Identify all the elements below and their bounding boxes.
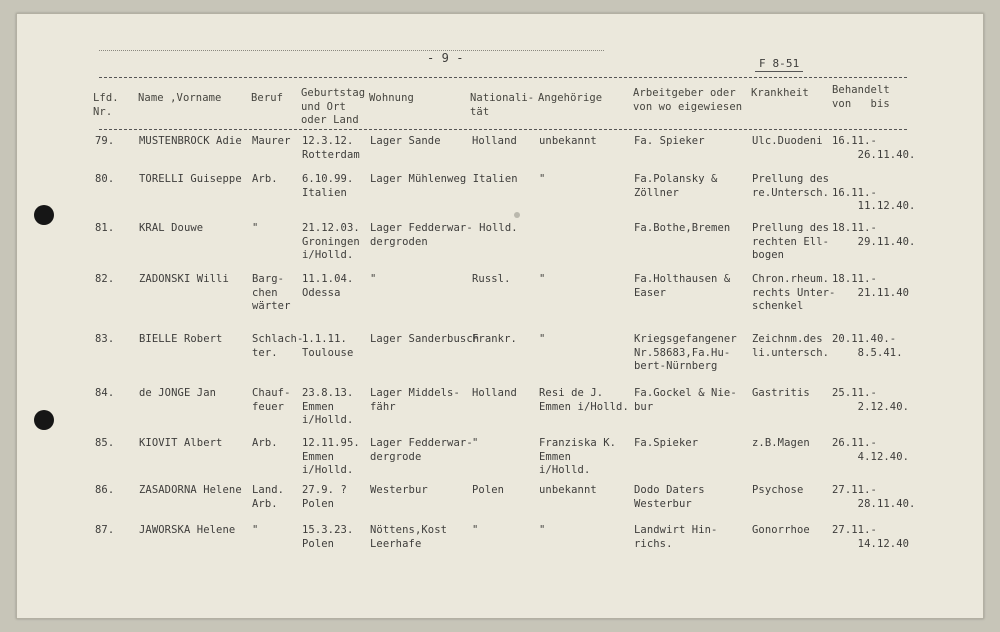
row-nationalitaet: Polen [472,484,505,496]
row-geburt: 21.12.03. Groningen i/Holld. [302,222,360,261]
row-krankheit: Gastritis [752,387,810,399]
row-name: de JONGE Jan [139,387,217,399]
row-nationalitaet: Russl. [472,273,511,285]
row-arbeitgeber: Fa.Polansky & Zöllner [634,173,718,199]
header-bottom-rule [99,129,907,130]
row-beruf: Arb. [252,437,278,449]
row-krankheit: Gonorrhoe [752,524,810,536]
row-beruf: " [252,222,259,234]
header-angehoerige: Angehörige [538,92,603,104]
header-wohnung: Wohnung [369,92,414,104]
row-arbeitgeber: Kriegsgefangener Nr.58683,Fa.Hu- bert-Nürnberg [634,333,737,372]
row-angehoerige: Resi de J. Emmen i/Holld. [539,387,629,413]
index-card [16,13,984,619]
row-nr: 79. [95,135,115,147]
row-arbeitgeber: Fa.Holthausen & Easer [634,273,731,299]
row-angehoerige: " [539,333,546,345]
row-behandelt: 16.11.- 26.11.40. [832,135,916,161]
row-wohnung: Lager Middels- fähr [370,387,460,413]
row-arbeitgeber: Fa. Spieker [634,135,705,147]
row-geburt: 23.8.13. Emmen i/Holld. [302,387,354,426]
row-name: KIOVIT Albert [139,437,223,449]
row-krankheit: Prellung des rechten Ell- bogen [752,222,830,261]
row-behandelt: 27.11.- 28.11.40. [832,484,916,510]
row-arbeitgeber: Fa.Spieker [634,437,699,449]
row-krankheit: Zeichnm.des li.untersch. [752,333,830,359]
row-angehoerige: unbekannt [539,484,597,496]
top-dotted-rule [99,50,604,51]
row-krankheit: z.B.Magen [752,437,810,449]
row-nationalitaet: " [472,437,479,449]
file-ref-underline [755,71,803,72]
row-arbeitgeber: Dodo Daters Westerbur [634,484,705,510]
header-beruf: Beruf [251,92,284,104]
row-wohnung: Nöttens,Kost Leerhafe [370,524,448,550]
row-wohnung: Lager Fedderwar- Holld. dergroden [370,222,518,248]
row-nr: 86. [95,484,115,496]
row-nationalitaet: Holland [472,135,517,147]
row-nationalitaet: " [472,524,479,536]
row-geburt: 11.1.04. Odessa [302,273,354,299]
header-lfd-nr: Lfd. Nr. [93,92,119,118]
header-top-rule [99,77,907,78]
row-name: TORELLI Guiseppe [139,173,242,185]
row-beruf: Schlach- ter. [252,333,304,359]
row-wohnung: Westerbur [370,484,428,496]
row-nationalitaet: Frankr. [472,333,517,345]
row-behandelt: 18.11.- 21.11.40 [832,273,910,299]
row-beruf: " [252,524,259,536]
row-geburt: 27.9. ? Polen [302,484,347,510]
row-wohnung: Lager Sande [370,135,441,147]
row-behandelt: 16.11.- 11.12.40. [832,186,916,212]
row-nr: 83. [95,333,115,345]
row-behandelt: 27.11.- 14.12.40 [832,524,910,550]
row-arbeitgeber: Fa.Gockel & Nie- bur [634,387,737,413]
ink-spot [514,212,520,218]
punch-hole-top [34,205,54,225]
row-behandelt: 18.11.- 29.11.40. [832,222,916,248]
row-wohnung: Lager Fedderwar- dergrode [370,437,473,463]
row-nr: 84. [95,387,115,399]
row-behandelt: 20.11.40.- 8.5.41. [832,333,903,359]
row-beruf: Chauf- feuer [252,387,291,413]
row-name: BIELLE Robert [139,333,223,345]
header-arbeitgeber: Arbeitgeber oder von wo eigewiesen [633,87,743,113]
row-nr: 82. [95,273,115,285]
row-wohnung: " [370,273,377,285]
row-angehoerige: unbekannt [539,135,597,147]
header-krankheit: Krankheit [751,87,809,99]
row-geburt: 15.3.23. Polen [302,524,354,550]
row-wohnung: Lager Sanderbusch [370,333,480,345]
row-angehoerige: Franziska K. Emmen i/Holld. [539,437,617,476]
row-nr: 87. [95,524,115,536]
header-behandelt: Behandelt von bis [832,84,890,110]
row-name: MUSTENBROCK Adie [139,135,242,147]
punch-hole-bottom [34,410,54,430]
row-behandelt: 25.11.- 2.12.40. [832,387,910,413]
row-nr: 80. [95,173,115,185]
page-number: - 9 - [427,51,464,65]
row-geburt: 6.10.99. Italien [302,173,354,199]
row-geburt: 12.11.95. Emmen i/Holld. [302,437,360,476]
header-name: Name ,Vorname [138,92,222,104]
row-geburt: 12.3.12. Rotterdam [302,135,360,161]
row-geburt: 1.1.11. Toulouse [302,333,354,359]
row-wohnung: Lager Mühlenweg Italien [370,173,518,185]
row-nr: 81. [95,222,115,234]
row-krankheit: Psychose [752,484,804,496]
row-beruf: Barg- chen wärter [252,273,291,312]
row-krankheit: Prellung des re.Untersch. [752,173,830,199]
row-nationalitaet: Holland [472,387,517,399]
row-name: KRAL Douwe [139,222,204,234]
row-angehoerige: " [539,524,546,536]
header-geburt: Geburtstag und Ort oder Land [301,87,366,126]
row-krankheit: Chron.rheum. rechts Unter- schenkel [752,273,836,312]
row-angehoerige: " [539,273,546,285]
file-reference: F 8-51 [759,57,800,70]
row-arbeitgeber: Landwirt Hin- richs. [634,524,718,550]
row-beruf: Land. Arb. [252,484,285,510]
row-name: JAWORSKA Helene [139,524,236,536]
row-behandelt: 26.11.- 4.12.40. [832,437,910,463]
row-arbeitgeber: Fa.Bothe,Bremen [634,222,731,234]
row-nr: 85. [95,437,115,449]
row-beruf: Arb. [252,173,278,185]
row-angehoerige: " [539,173,546,185]
row-beruf: Maurer [252,135,291,147]
header-nationalitaet: Nationali- tät [470,92,535,118]
row-name: ZASADORNA Helene [139,484,242,496]
row-name: ZADONSKI Willi [139,273,229,285]
row-krankheit: Ulc.Duodeni [752,135,823,147]
